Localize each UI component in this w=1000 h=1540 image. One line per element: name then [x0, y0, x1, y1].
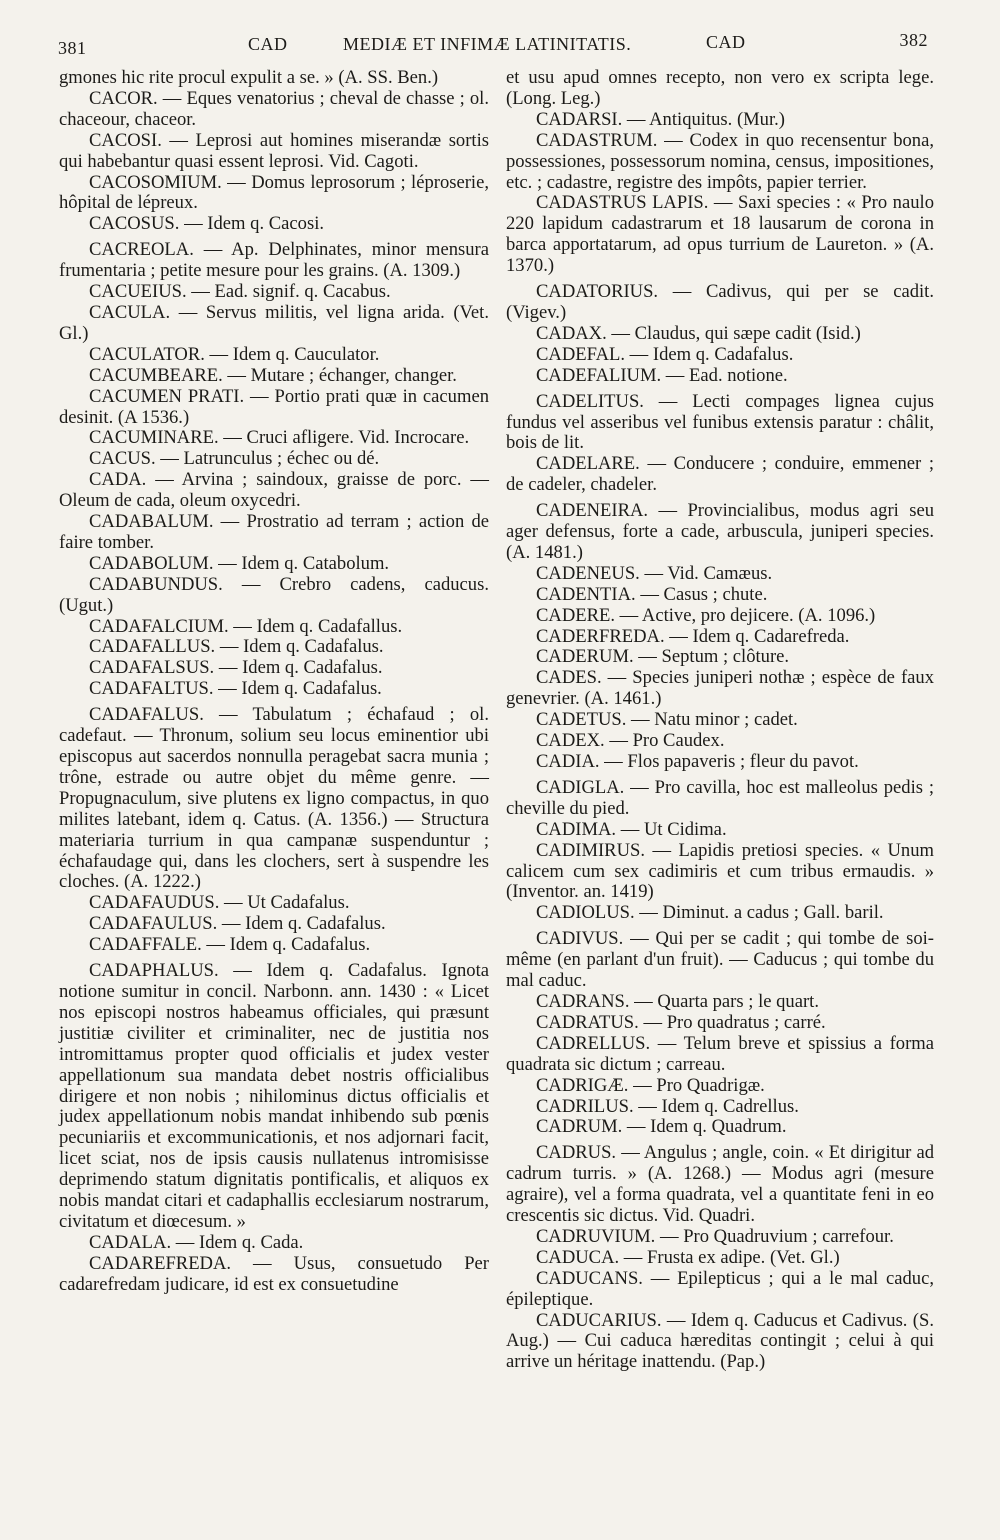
dictionary-entry: CADAFFALE. — Idem q. Cadafalus.	[89, 934, 371, 956]
dictionary-entry: gmones hic rite procul expulit a se. » (A. SS. Ben.)	[59, 67, 439, 88]
dictionary-entry: CACUMEN PRATI. — Portio prati quæ in cacumen desinit. (A 1536.)	[59, 385, 489, 428]
dictionary-entry: CADENEIRA. — Provincialibus, modus agri seu ager defensus, forte a cade, arbuscula, juniperi species. (A. 1481.)	[506, 500, 934, 563]
dictionary-entry: CADRANS. — Quarta pars ; le quart.	[536, 990, 819, 1012]
dictionary-entry: CADARSI. — Antiquitus. (Mur.)	[536, 108, 785, 130]
dictionary-entry: CADA. — Arvina ; saindoux, graisse de porc. — Oleum de cada, oleum oxycedri.	[59, 469, 489, 512]
dictionary-entry: CADAREFREDA. — Usus, consuetudo Per cadarefredam judicare, id est ex consuetudine	[59, 1252, 489, 1295]
dictionary-entry: CADEX. — Pro Caudex.	[536, 730, 725, 752]
dictionary-entry: CADRILUS. — Idem q. Cadrellus.	[536, 1095, 799, 1117]
dictionary-entry: CADERFREDA. — Idem q. Cadarefreda.	[536, 625, 850, 647]
running-header	[58, 30, 930, 60]
dictionary-entry: CADRATUS. — Pro quadratus ; carré.	[536, 1011, 826, 1033]
dictionary-entry: CADIMA. — Ut Cidima.	[536, 818, 727, 840]
dictionary-entry: CADABOLUM. — Idem q. Catabolum.	[89, 552, 390, 574]
dictionary-entry: CADIVUS. — Qui per se cadit ; qui tombe de soi-même (en parlant d'un fruit). — Caducus ; qui tombe du mal caduc.	[506, 928, 934, 992]
dictionary-entry: CADAFALLUS. — Idem q. Cadafalus.	[89, 636, 384, 658]
dictionary-entry: CADASTRUS LAPIS. — Saxi species : « Pro naulo 220 lapidum cadastrarum et 18 lausarum de corona in barca apportatarum, ad opus turrium de Laureton. » (A. 1370.)	[506, 192, 934, 277]
dictionary-entry: CADERUM. — Septum ; clôture.	[536, 646, 790, 668]
dictionary-entry: CADEFAL. — Idem q. Cadafalus.	[536, 343, 794, 365]
dictionary-entry: CADRELLUS. — Telum breve et spissius a forma quadrata sic dictum ; carreau.	[506, 1032, 934, 1075]
dictionary-entry: CADENTIA. — Casus ; chute.	[536, 583, 768, 605]
dictionary-entry: CADIGLA. — Pro cavilla, hoc est malleolus pedis ; cheville du pied.	[506, 776, 934, 819]
dictionary-entry: CADES. — Species juniperi nothæ ; espèce de faux genevrier. (A. 1461.)	[506, 667, 934, 710]
left-page-number: 381	[58, 38, 87, 58]
dictionary-entry: CADAFAUDUS. — Ut Cadafalus.	[89, 892, 350, 914]
dictionary-entry: CADUCA. — Frusta ex adipe. (Vet. Gl.)	[536, 1246, 840, 1268]
dictionary-entry: CACOSOMIUM. — Domus leprosorum ; léproserie, hôpital de lépreux.	[59, 171, 489, 214]
dictionary-entry: CADAFALUS. — Tabulatum ; échafaud ; ol. cadefaut. — Thronum, solium seu locus eminentior ubi episcopus aut sacerdos nonnulla peragebat sacra munia ; trône, estrade ou autre objet du même genre. — Propugnaculum, sive plutens ex ligno compactus, in quo milites latebant, idem q. Catus. (A. 1356.) — Structura materiaria turrium in qua campanæ suspenduntur ; échafaudage qui, dans les clochers, sert à suspendre les cloches. (A. 1222.)	[59, 704, 489, 893]
dictionary-entry: CADERE. — Active, pro dejicere. (A. 1096.)	[536, 604, 876, 626]
dictionary-entry: CADRUS. — Angulus ; angle, coin. « Et dirigitur ad cadrum turris. » (A. 1268.) — Modus agri (mesure agraire), vel a forma quadrata, vel a quantitate feni in eo crescentis sic dictus. Vid. Quadri.	[506, 1142, 934, 1227]
dictionary-entry: CADRUM. — Idem q. Quadrum.	[536, 1116, 787, 1138]
dictionary-entry: CADRUVIUM. — Pro Quadruvium ; carrefour.	[536, 1225, 894, 1247]
dictionary-entry: CADENEUS. — Vid. Camæus.	[536, 562, 773, 584]
dictionary-entry: CADABUNDUS. — Crebro cadens, caducus. (Ugut.)	[59, 573, 489, 616]
dictionary-entry: CADABALUM. — Prostratio ad terram ; action de faire tomber.	[59, 511, 489, 553]
dictionary-entry: CACULATOR. — Idem q. Cauculator.	[89, 343, 380, 365]
dictionary-entry: CADAX. — Claudus, qui sæpe cadit (Isid.)	[536, 322, 861, 344]
dictionary-entry: CADUCARIUS. — Idem q. Caducus et Cadivus. (S. Aug.) — Cui caduca hæreditas contingit ; celui à qui arrive un héritage inattendu. (Pap.)	[506, 1309, 934, 1373]
dictionary-entry: CACULA. — Servus militis, vel ligna arida. (Vet. Gl.)	[59, 301, 489, 344]
dictionary-entry: CACUMINARE. — Cruci afligere. Vid. Incrocare.	[89, 427, 470, 449]
dictionary-entry: CADELITUS. — Lecti compages lignea cujus fundus vel asseribus vel funibus extensis paratur : châlit, bois de lit.	[506, 390, 934, 454]
right-column	[506, 68, 934, 1373]
dictionary-entry: CADAFALTUS. — Idem q. Cadafalus.	[89, 678, 382, 700]
dictionary-entry: CADELARE. — Conducere ; conduire, emmener ; de cadeler, chadeler.	[506, 453, 934, 496]
dictionary-entry: CADEFALIUM. — Ead. notione.	[536, 364, 788, 386]
dictionary-entry: CACREOLA. — Ap. Delphinates, minor mensura frumentaria ; petite mesure pour les grains. (A. 1309.)	[59, 239, 489, 282]
center-heading: MEDIÆ ET INFIMÆ LATINITATIS.	[343, 34, 632, 54]
dictionary-entry: CACUEIUS. — Ead. signif. q. Cacabus.	[89, 281, 391, 303]
dictionary-entry: CADAFAULUS. — Idem q. Cadafalus.	[89, 913, 386, 935]
left-column	[59, 68, 489, 1296]
dictionary-entry: CADAPHALUS. — Idem q. Cadafalus. Ignota notione sumitur in concil. Narbonn. ann. 1430 : « Licet nos episcopi nostros habeamus officiales, qui præsunt justitiæ civiliter et criminaliter, nec de justitia nos intromittamus propter quod officialis et judex vester appellationum sua mandata debet nostris officialibus dirigere et non nobis ; nihilominus dictus officialis et judex appellationum nobis mandat inhibendo sub pœnis pecuniariis et excommunicationis, et nos adjornari facit, licet sciat, nos de ipsis causis nullatenus intromisisse deprimendo statum dignitatis pontificalis, et aliquos ex nobis mandat citari et cadaphallis ecclesiarum nostrarum, civitatum et diœcesum. »	[59, 960, 489, 1232]
dictionary-entry: CACUMBEARE. — Mutare ; échanger, changer.	[89, 364, 457, 386]
dictionary-entry: CADAFALSUS. — Idem q. Cadafalus.	[89, 657, 383, 679]
left-heading: CAD	[248, 34, 288, 54]
dictionary-entry: CACOR. — Eques venatorius ; cheval de chasse ; ol. chaceour, chaceor.	[59, 87, 489, 130]
dictionary-entry: CACOSI. — Leprosi aut homines miserandæ sortis qui habebantur quasi essent leprosi. Vid. Cagoti.	[59, 129, 489, 172]
dictionary-entry: CADATORIUS. — Cadivus, qui per se cadit. (Vigev.)	[506, 281, 934, 323]
dictionary-entry: CADRIGÆ. — Pro Quadrigæ.	[536, 1074, 765, 1096]
dictionary-entry: CADAFALCIUM. — Idem q. Cadafallus.	[89, 615, 403, 637]
dictionary-entry: CADIMIRUS. — Lapidis pretiosi species. « Unum calicem cum sex cadimiris et cum tribus ermaudis. » (Inventor. an. 1419)	[506, 839, 934, 903]
dictionary-entry: CACOSUS. — Idem q. Cacosi.	[89, 213, 325, 235]
dictionary-entry: CADASTRUM. — Codex in quo recensentur bona, possessiones, possessorum nomina, census, impositiones, etc. ; cadastre, registre des impôts, papier terrier.	[506, 129, 934, 193]
dictionary-entry: CADETUS. — Natu minor ; cadet.	[536, 709, 798, 731]
dictionary-entry: CADUCANS. — Epilepticus ; qui a le mal caduc, épileptique.	[506, 1267, 934, 1310]
dictionary-entry: CACUS. — Latrunculus ; échec ou dé.	[89, 448, 380, 470]
right-page-number: 382	[899, 30, 928, 50]
dictionary-entry: CADALA. — Idem q. Cada.	[89, 1231, 304, 1253]
dictionary-entry: CADIOLUS. — Diminut. a cadus ; Gall. baril.	[536, 902, 884, 924]
dictionary-entry: et usu apud omnes recepto, non vero ex scripta lege. (Long. Leg.)	[506, 67, 934, 109]
right-heading: CAD	[706, 32, 746, 52]
dictionary-entry: CADIA. — Flos papaveris ; fleur du pavot.	[536, 751, 859, 772]
